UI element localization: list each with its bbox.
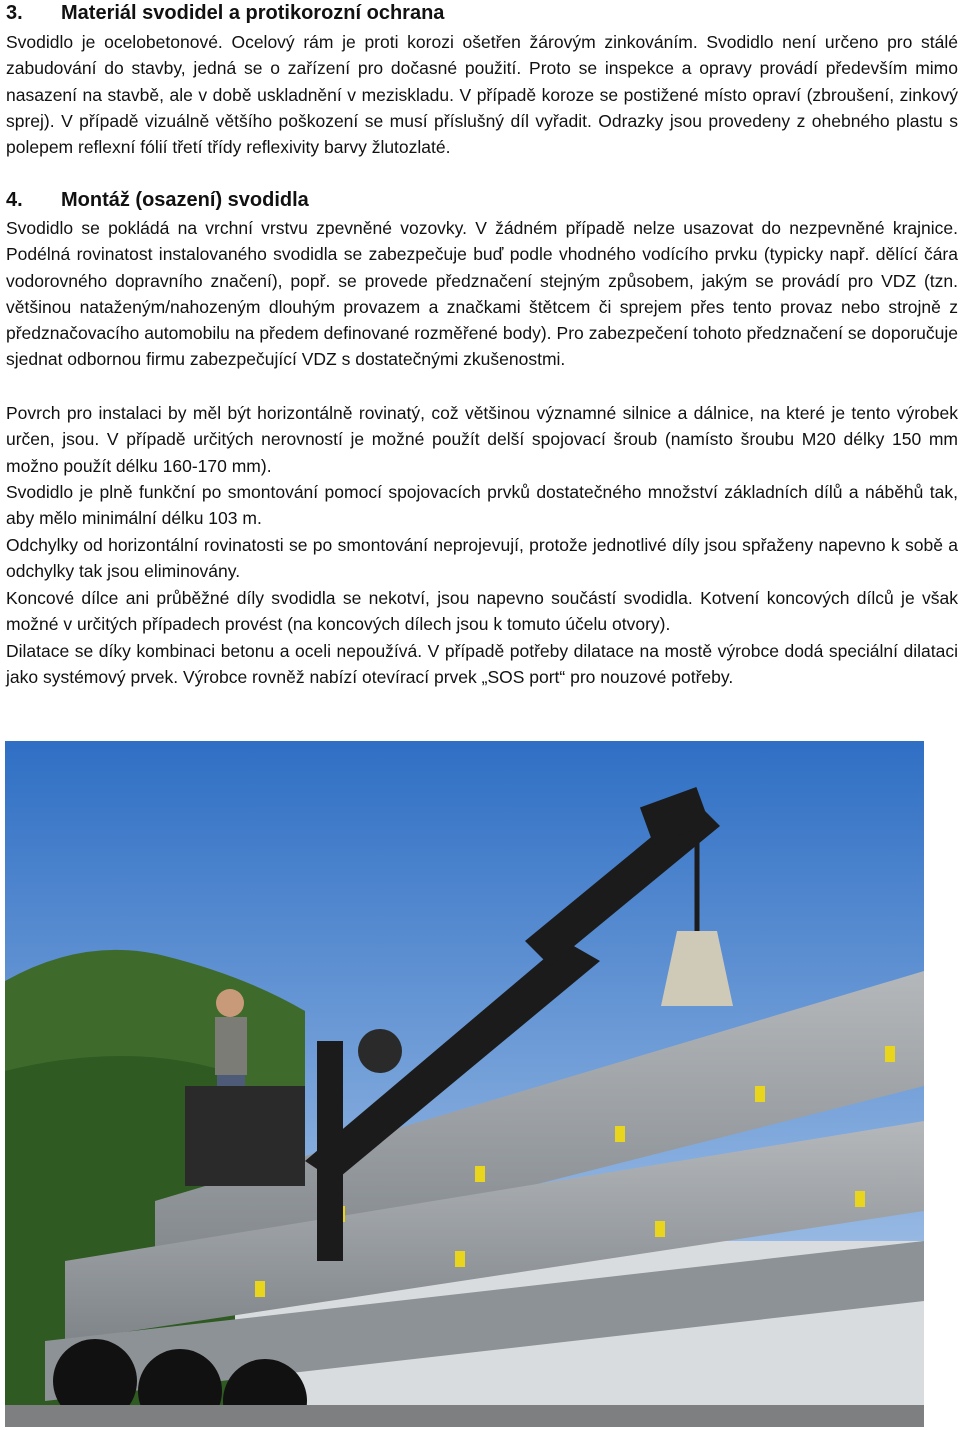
- section-4-paragraph-3: Svodidlo je plně funkční po smontování pomocí spojovacích prvků dostatečného množství základních dílů a náběhů tak, aby mělo minimální délku 103 m.: [6, 482, 958, 529]
- crane-truck-photo: [5, 741, 924, 1427]
- crane-control-seat: [185, 1086, 305, 1186]
- section-4-paragraph-1: Svodidlo se pokládá na vrchní vrstvu zpevněné vozovky. V žádném případě nelze usazovat do nezpevněné krajnice. Podélná rovinatost instalovaného svodidla se zabezpečuje buď podle vhodného vodícího prvku (typicky např. dělící čára vodorovného dopravního značení), popř. se provede předznačení stejným způsobem, jakým se provádí pro VDZ (tzn. většinou nataženým/nahozeným dlouhým provazem a značkami štětcem či sprejem přes tento provaz nebo strojně z předznačovacího automobilu na předem definované rozměřené body). Pro zabezpečení tohoto předznačení se doporučuje sjednat odbornou firmu zabezpečující VDZ s dostatečnými zkušenostmi.: [6, 218, 958, 370]
- section-4-paragraph-6: Dilatace se díky kombinaci betonu a oceli nepoužívá. V případě potřeby dilatace na mostě výrobce dodá speciální dilataci jako systémový prvek. Výrobce rovněž nabízí otevírací prvek „SOS port“ pro nouzové potřeby.: [6, 641, 958, 688]
- section-4-paragraph-4: Odchylky od horizontální rovinatosti se po smontování neprojevují, protože jednotlivé díly jsou spřaženy napevno k sobě a odchylky tak jsou eliminovány.: [6, 535, 958, 582]
- road: [5, 1405, 924, 1427]
- section-4-title: Montáž (osazení) svodidla: [61, 189, 309, 211]
- section-4-heading: [6, 187, 309, 213]
- section-4-paragraph-5: Koncové dílce ani průběžné díly svodidla se nekotví, jsou napevno součástí svodidla. Kotvení koncových dílců je však možné v určitých případech provést (na koncových dílech jsou k tomuto účelu otvory).: [6, 588, 958, 635]
- section-3-number: 3.: [6, 2, 23, 24]
- section-3-title: Materiál svodidel a protikorozní ochrana: [61, 2, 445, 24]
- section-3-heading: [6, 0, 444, 26]
- section-3-paragraph: Svodidlo je ocelobetonové. Ocelový rám je proti korozi ošetřen žárovým zinkováním. Svodidlo není určeno pro stálé zabudování do stavby, jedná se o zařízení pro dočasné použití. Proto se inspekce a opravy provádí především mimo nasazení na stavbě, ale v době uskladnění v meziskladu. V případě koroze se postižené místo opraví (zbroušení, zinkový sprej). V případě vizuálně většího poškození se musí příslušný díl vyřadit. Odrazky jsou provedeny z ohebného plastu s polepem reflexní fólií třetí třídy reflexivity barvy žlutozlaté.: [6, 32, 958, 158]
- section-4-paragraph-2: Povrch pro instalaci by měl být horizontálně rovinatý, což většinou významné silnice a dálnice, na které je tento výrobek určen, jsou. V případě určitých nerovností je možné použít delší spojovací šroub (namísto šroubu M20 délky 150 mm možno použít délku 160-170 mm).: [6, 403, 958, 476]
- photo-icon: [5, 741, 924, 1427]
- section-4-number: 4.: [6, 189, 23, 211]
